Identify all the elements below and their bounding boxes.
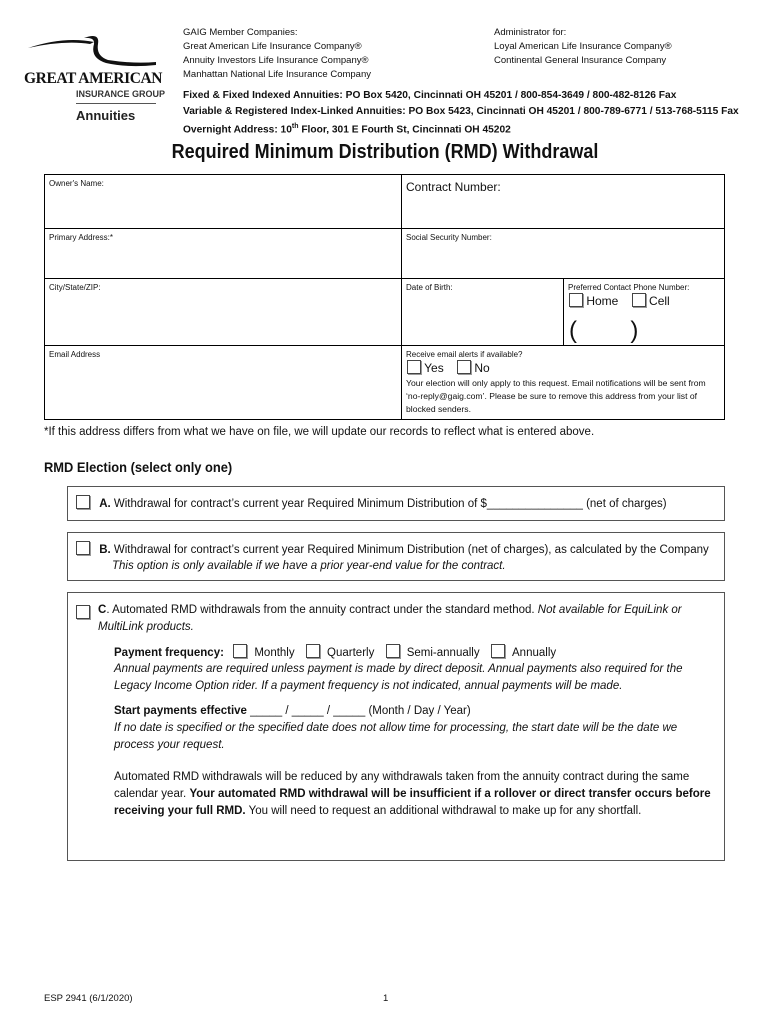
start-payments-row [114, 703, 471, 720]
start-payments-label: Start payments effective [114, 705, 247, 717]
address-note: *If this address differs from what we have on file, we will update our records to reflect what is entered above. [44, 426, 595, 438]
admin-company: Loyal American Life Insurance Company® [494, 41, 672, 52]
date-of-birth-field[interactable]: Date of Birth: [401, 278, 564, 346]
freq-semiannual-label: Semi-annually [406, 647, 480, 659]
logo-subtitle: INSURANCE GROUP [76, 89, 166, 99]
option-c-box [67, 592, 725, 861]
phone-field[interactable]: Preferred Contact Phone Number: Home Cell ( ) [563, 278, 725, 346]
option-b-text: Withdrawal for contract’s current year Required Minimum Distribution (net of charges), as calculated by the Company [110, 544, 709, 556]
alerts-note: Your election will only apply to this request. Email notifications will be sent from ‘no-reply@gaig.com’. Please be sure to remove this address from your list of blocked senders. [406, 378, 706, 414]
members-title: GAIG Member Companies: [183, 27, 298, 38]
alerts-no-checkbox[interactable] [457, 360, 471, 374]
option-c-description: C. Automated RMD withdrawals from the annuity contract under the standard method. Not available for EquiLink or MultiLink products. [98, 604, 682, 633]
alerts-yes-label: Yes [424, 361, 444, 375]
variable-annuity-address: Variable & Registered Index-Linked Annuities: PO Box 5423, Cincinnati OH 45201 / 800-789-6771 / 513-768-5115 Fax [183, 105, 739, 117]
freq-semiannual-checkbox[interactable] [386, 644, 400, 658]
payment-frequency-note: Annual payments are required unless payment is made by direct deposit. Annual payments also required for the Legacy Income Option rider. If a payment frequency is not indicated, annual payments will be made. [114, 663, 683, 692]
phone-area-code: ( ) [569, 317, 639, 344]
option-a-letter: A. [99, 498, 111, 510]
option-a-box [67, 486, 725, 521]
option-b-box [67, 532, 725, 581]
alerts-yes-checkbox[interactable] [407, 360, 421, 374]
logo-wordmark: GREAT AMERICAN [24, 70, 163, 87]
freq-annual-label: Annually [512, 647, 557, 659]
eagle-swoosh-icon [24, 34, 164, 74]
option-b-note: This option is only available if we have a prior year-end value for the contract. [112, 560, 506, 572]
page-title: Required Minimum Distribution (RMD) Withdrawal [171, 141, 599, 163]
owner-name-field[interactable]: Owner's Name: [44, 174, 402, 229]
contract-number-field[interactable]: Contract Number: [401, 174, 725, 229]
fixed-annuity-address: Fixed & Fixed Indexed Annuities: PO Box 5420, Cincinnati OH 45201 / 800-854-3649 / 800-482-8126 Fax [183, 90, 677, 101]
payment-frequency-row [114, 644, 556, 662]
company-logo [24, 34, 164, 126]
email-alerts-field: Receive email alerts if available? Yes No Your election will only apply to this request. Email notifications will be sent from ‘no-reply@gaig.com’. Please be sure to remove this address from your list of blocked senders. [401, 345, 725, 420]
option-b-checkbox[interactable] [76, 541, 90, 555]
freq-quarterly-label: Quarterly [327, 647, 375, 659]
automated-rmd-note: Automated RMD withdrawals will be reduced by any withdrawals taken from the annuity contract during the same calendar year. Your automated RMD withdrawal will be insufficient if a rollover or direct transfer occurs before receiving your full RMD. You will need to request an additional withdrawal to make up for any shortfall. [114, 771, 711, 817]
option-b-letter: B. [99, 544, 111, 556]
form-id: ESP 2941 (6/1/2020) [44, 993, 133, 1004]
member-company: Annuity Investors Life Insurance Company® [183, 55, 369, 66]
phone-home-checkbox[interactable] [569, 293, 583, 307]
start-payments-note: If no date is specified or the specified date does not allow time for processing, the start date will be the date we process your request. [114, 722, 678, 751]
phone-cell-checkbox[interactable] [632, 293, 646, 307]
overnight-address: Overnight Address: 10th Floor, 301 E Fourth St, Cincinnati OH 45202 [183, 123, 511, 136]
option-a-text: Withdrawal for contract’s current year Required Minimum Distribution of $_______________ (net of charges) [110, 498, 667, 510]
member-companies [183, 26, 483, 82]
option-c-checkbox[interactable] [76, 605, 90, 619]
logo-product: Annuities [76, 108, 136, 123]
admin-title: Administrator for: [494, 27, 567, 38]
administered-companies [494, 26, 754, 68]
member-company: Great American Life Insurance Company® [183, 41, 362, 52]
freq-quarterly-checkbox[interactable] [306, 644, 320, 658]
admin-company: Continental General Insurance Company [494, 55, 667, 66]
option-a-checkbox[interactable] [76, 495, 90, 509]
city-state-zip-field[interactable]: City/State/ZIP: [44, 278, 402, 346]
primary-address-field[interactable]: Primary Address:* [44, 228, 402, 279]
payment-frequency-label: Payment frequency: [114, 647, 224, 659]
freq-monthly-label: Monthly [254, 647, 295, 659]
phone-home-label: Home [586, 294, 619, 308]
member-company: Manhattan National Life Insurance Company [183, 69, 372, 80]
phone-cell-label: Cell [649, 294, 670, 308]
freq-annual-checkbox[interactable] [491, 644, 505, 658]
alerts-no-label: No [474, 361, 490, 375]
freq-monthly-checkbox[interactable] [233, 644, 247, 658]
election-heading: RMD Election (select only one) [44, 459, 233, 475]
ssn-field[interactable]: Social Security Number: [401, 228, 725, 279]
email-address-field[interactable]: Email Address [44, 345, 402, 420]
mailing-addresses [183, 88, 739, 138]
start-date-blanks[interactable]: _____ / _____ / _____ (Month / Day / Year) [246, 705, 471, 717]
page-number: 1 [383, 993, 389, 1004]
